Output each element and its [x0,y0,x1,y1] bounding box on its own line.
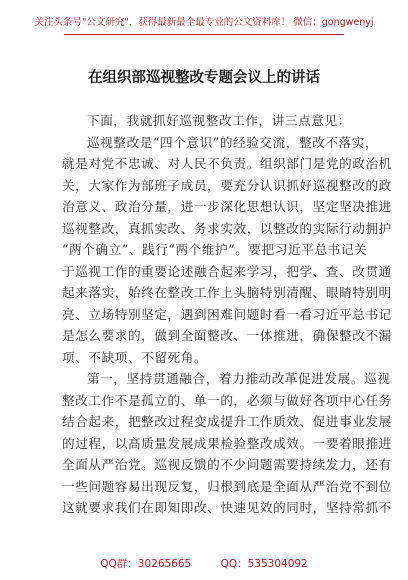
body-line: 起来落实，始终在整改工作上头脑特别清醒、眼睛特别明 [62,285,392,300]
body-line: 全面从严治党。巡视反馈的不少问题需要持续发力，还有 [62,457,392,472]
body-line: 是怎么要求的，做到全面整改、一体推进，确保整改不漏 [62,328,392,343]
body-line: 关，大家作为部班子成员，要充分认识抓好巡视整改的政 [62,177,392,193]
body-line: 下面，我就抓好巡视整改工作，讲三点意见： [87,113,351,128]
body-line: 就是对党不忠诚、对人民不负责。组织部门是党的政治机 [62,156,392,171]
body-line: 结合起来，把整改过程变成提升工作质效、促进事业发展 [62,414,392,429]
header-notice: 关注头条号"公文研究"，获得最新最全最专业的公文资料库！ 微信：gongwenyj [34,17,374,28]
body-line: 的过程，以高质量发展成果检验整改成效。一要着眼推进 [62,435,392,451]
body-line: 巡视整改是“四个意识”的经验交流，整改不落实， [87,134,379,150]
body-line: 亮、立场特别坚定，遇到困难问题时看一看习近平总书记 [62,306,392,322]
body-line: 治意义、政治分量，进一步深化思想认识，坚定坚决推进 [62,199,392,214]
body-line: 第一，坚持贯通融合，着力推动改革促进发展。巡视 [87,371,391,386]
header-divider [64,34,344,35]
document-body [62,110,392,519]
body-line: 巡视整改，真抓实改、务求实效，以整改的实际行动拥护 [62,220,392,236]
body-line: 项、不缺项、不留死角。 [62,349,208,365]
body-line: 一些问题容易出现反复，归根到底是全面从严治党不到位 [62,478,392,494]
body-line: 于巡视工作的重要论述融合起来学习，把学、查、改贯通 [62,263,392,279]
body-line: “两个确立”、践行“两个维护”。要把习近平总书记关 [62,242,368,257]
footer-contacts: QQ群：30265665 QQ：535304092 [100,558,308,570]
document-title: 在组织部巡视整改专题会议上的讲话 [88,69,320,86]
body-line: 这就要求我们在即知即改、快速见效的同时，坚持常抓不 [62,500,392,515]
body-line: 整改工作不是孤立的、单一的，必须与做好各项中心任务 [62,392,392,408]
